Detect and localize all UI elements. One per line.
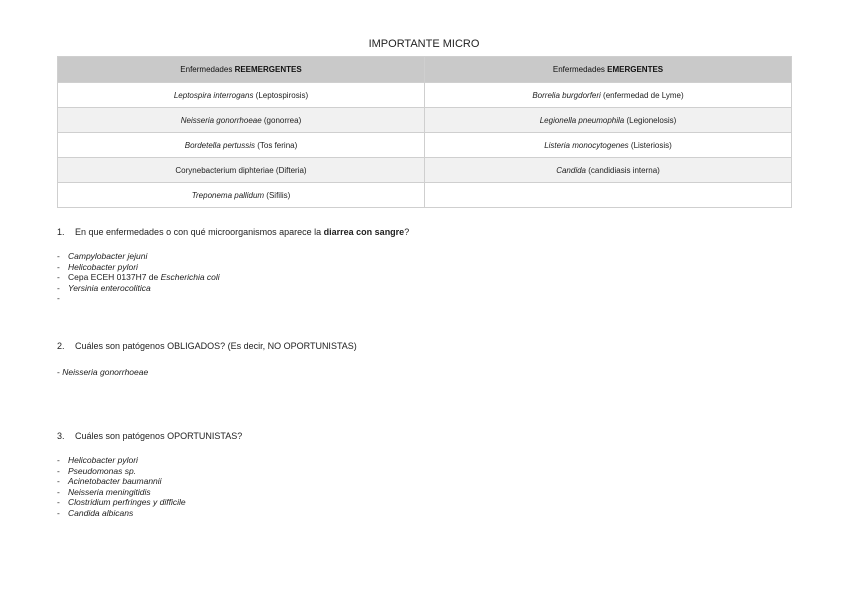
item-organism: Helicobacter pylori <box>68 261 138 272</box>
item-organism: Neisseria meningitidis <box>68 486 151 497</box>
item-text: Cepa ECEH 0137H7 de <box>68 272 161 283</box>
table-cell <box>425 108 792 133</box>
disease-name: (Listeriosis) <box>628 140 672 150</box>
organism-name: Borrelia burgdorferi <box>532 90 601 100</box>
disease-name: (Sifilis) <box>264 190 291 200</box>
disease-name: (Legionelosis) <box>624 115 677 125</box>
question-text: En que enfermedades o con qué microorganismos aparece la <box>75 227 324 237</box>
question-number: 1. <box>57 227 65 237</box>
question-number: 3. <box>57 431 65 441</box>
table-row <box>58 83 792 108</box>
question-number: 2. <box>57 341 65 351</box>
table-cell <box>425 83 792 108</box>
table-header-row <box>58 57 792 83</box>
header-emergentes <box>425 57 792 83</box>
header-reemergentes <box>58 57 425 83</box>
diseases-table <box>57 56 792 208</box>
question-text: Cuáles son patógenos OPORTUNISTAS? <box>75 431 243 441</box>
table-cell <box>425 183 792 208</box>
table-cell <box>425 158 792 183</box>
table-cell <box>58 83 425 108</box>
organism-name: Bordetella pertussis <box>184 140 256 150</box>
question-3-list <box>57 455 186 519</box>
disease-name: (Leptospirosis) <box>253 90 309 100</box>
list-item <box>57 262 220 273</box>
table-cell <box>58 158 425 183</box>
question-2 <box>57 341 357 351</box>
disease-name: (Tos ferina) <box>255 140 298 150</box>
list-item <box>57 508 186 519</box>
item-organism: Escherichia coli <box>160 272 220 283</box>
list-item <box>57 497 186 508</box>
question-2-answer <box>57 367 148 377</box>
organism-name: Leptospira interrogans <box>173 90 254 100</box>
list-item <box>57 293 220 304</box>
question-text-end: ? <box>404 227 410 237</box>
table-row <box>58 108 792 133</box>
item-organism: Acinetobacter baumannii <box>68 476 162 487</box>
header-prefix: Enfermedades <box>552 65 608 74</box>
question-emphasis: diarrea con sangre <box>323 227 405 237</box>
disease-name: (enfermedad de Lyme) <box>600 90 684 100</box>
item-organism: Campylobacter jejuni <box>68 251 148 261</box>
disease-name: Corynebacterium diphteriae (Difteria) <box>175 165 307 175</box>
item-organism: Candida albicans <box>68 507 134 518</box>
question-1-list <box>57 251 220 304</box>
item-organism: Yersinia enterocolitica <box>68 282 151 293</box>
question-3 <box>57 431 242 441</box>
list-item <box>57 455 186 466</box>
table-row <box>58 158 792 183</box>
table-cell <box>58 133 425 158</box>
list-item <box>57 283 220 294</box>
table-cell <box>58 183 425 208</box>
organism-name: Listeria monocytogenes <box>544 140 629 150</box>
header-bold: EMERGENTES <box>607 65 664 74</box>
table-cell <box>425 133 792 158</box>
organism-name: Legionella pneumophila <box>539 115 625 125</box>
item-organism: Clostridium perfringes y difficile <box>68 497 186 508</box>
list-item <box>57 272 220 283</box>
list-item <box>57 487 186 498</box>
answer-prefix: - <box>57 367 63 377</box>
header-prefix: Enfermedades <box>180 65 235 74</box>
disease-name: (candidiasis interna) <box>586 165 660 175</box>
document-title: IMPORTANTE MICRO <box>368 38 480 50</box>
header-bold: REEMERGENTES <box>234 65 302 74</box>
list-item <box>57 251 220 262</box>
organism-name: Candida <box>556 165 586 175</box>
disease-name: (gonorrea) <box>261 115 302 125</box>
question-1 <box>57 227 409 237</box>
answer-organism: Neisseria gonorrhoeae <box>62 367 149 377</box>
list-item <box>57 476 186 487</box>
item-organism: Helicobacter pylori <box>68 455 138 465</box>
organism-name: Treponema pallidum <box>191 190 265 200</box>
table-cell <box>58 108 425 133</box>
table-row <box>58 183 792 208</box>
list-item <box>57 466 186 477</box>
table-row <box>58 133 792 158</box>
organism-name: Neisseria gonorrhoeae <box>180 115 262 125</box>
item-organism: Pseudomonas sp. <box>68 465 137 476</box>
question-text: Cuáles son patógenos OBLIGADOS? (Es decir, NO OPORTUNISTAS) <box>75 341 357 351</box>
